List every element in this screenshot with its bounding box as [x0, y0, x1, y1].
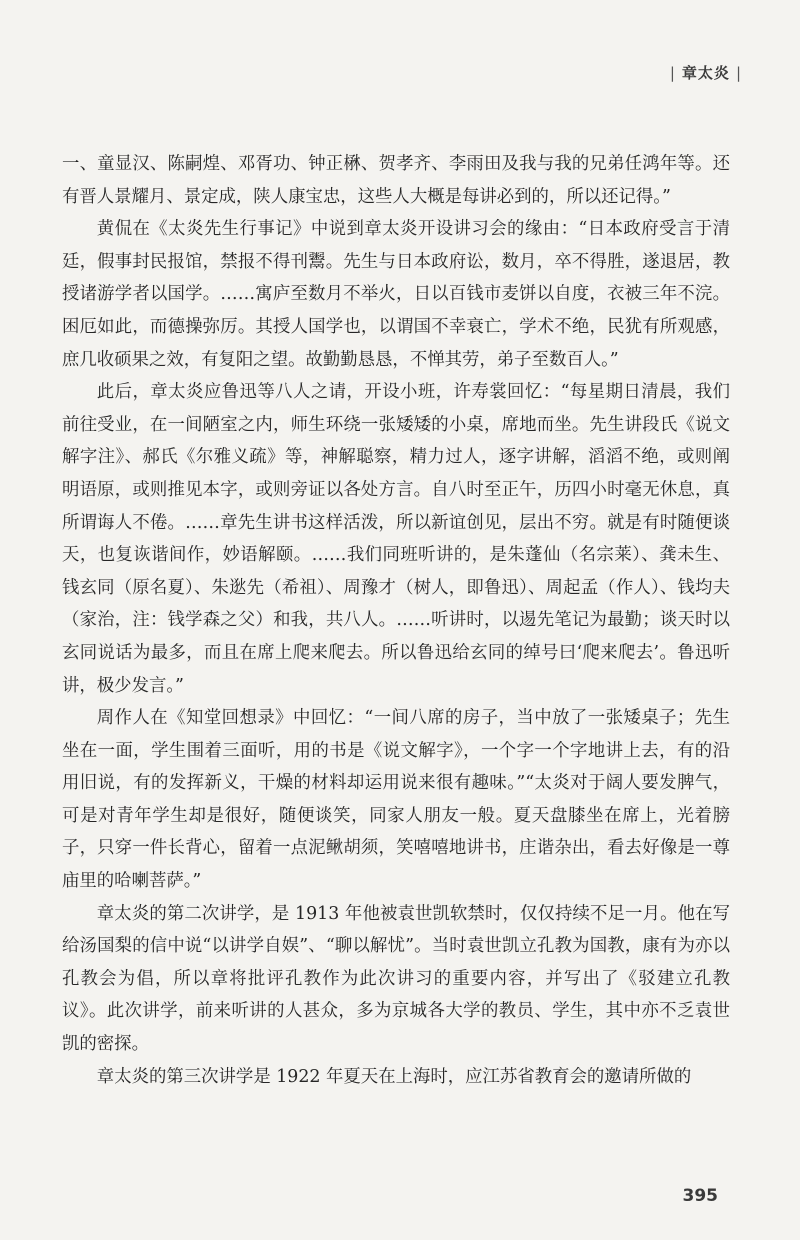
header-title: 章太炎: [681, 64, 730, 82]
paragraph: 周作人在《知堂回想录》中回忆：“一间八席的房子，当中放了一张矮桌子；先生坐在一面，学生围着三面听，用的书是《说文解字》，一个字一个字地讲上去，有的沿用旧说，有的发挥新义，干燥的材料却运用说来很有趣味。”“太炎对于阔人要发脾气，可是对青年学生却是很好，随便谈笑，同家人朋友一般。夏天盘膝坐在席上，光着膀子，只穿一件长背心，留着一点泥鳅胡须，笑嘻嘻地讲书，庄谐杂出，看去好像是一尊庙里的哈喇菩萨。”: [62, 708, 730, 892]
paragraph: 此后，章太炎应鲁迅等八人之请，开设小班，许寿裳回忆：“每星期日清晨，我们前往受业，在一间陋室之内，师生环绕一张矮矮的小桌，席地而坐。先生讲段氏《说文解字注》、郝氏《尔雅义疏》等，神解聪察，精力过人，逐字讲解，滔滔不绝，或则阐明语原，或则推见本字，或则旁证以各处方言。自八时至正午，历四小时毫无休息，真所谓诲人不倦。……章先生讲书这样活泼，所以新谊创见，层出不穷。就是有时随便谈天，也复诙谐间作，妙语解颐。……我们同班听讲的，是朱蓬仙（名宗莱）、龚未生、钱玄同（原名夏）、朱逖先（希祖）、周豫才（树人，即鲁迅）、周起孟（作人）、钱均夫（家治，注：钱学森之父）和我，共八人。……听讲时，以逷先笔记为最勤；谈天时以玄同说话为最多，而且在席上爬来爬去。所以鲁迅给玄同的绰号曰‘爬来爬去’。鲁迅听讲，极少发言。”: [62, 382, 730, 696]
header-left-bar: |: [669, 64, 676, 82]
body-text: [62, 148, 730, 1093]
page-number: 395: [682, 1186, 718, 1206]
paragraph: 黄侃在《太炎先生行事记》中说到章太炎开设讲习会的缘由：“日本政府受言于清廷，假事封民报馆，禁报不得刊鬻。先生与日本政府讼，数月，卒不得胜，遂退居，教授诸游学者以国学。……寓庐至数月不举火，日以百钱市麦饼以自度，衣被三年不浣。困厄如此，而德操弥厉。其授人国学也，以谓国不幸衰亡，学术不绝，民犹有所观感，庶几收硕果之效，有复阳之望。故勤勤恳恳，不惮其劳，弟子至数百人。”: [62, 219, 730, 370]
paragraph: 章太炎的第三次讲学是 1922 年夏天在上海时，应江苏省教育会的邀请所做的: [96, 1066, 692, 1087]
running-header: [664, 62, 748, 83]
paragraph: 章太炎的第二次讲学，是 1913 年他被袁世凯软禁时，仅仅持续不足一月。他在写给汤国梨的信中说“以讲学自娱”、“聊以解忧”。当时袁世凯立孔教为国教，康有为亦以孔教会为倡，所以章将批评孔教作为此次讲习的重要内容，并写出了《驳建立孔教议》。此次讲学，前来听讲的人甚众，多为京城各大学的教员、学生，其中亦不乏袁世凯的密探。: [62, 903, 730, 1055]
header-right-bar: |: [735, 64, 742, 82]
paragraph: 一、童显汉、陈嗣煌、邓胥功、钟正楙、贺孝齐、李雨田及我与我的兄弟任鸿年等。还有晋人景耀月、景定成，陕人康宝忠，这些人大概是每讲必到的，所以还记得。”: [62, 154, 730, 207]
